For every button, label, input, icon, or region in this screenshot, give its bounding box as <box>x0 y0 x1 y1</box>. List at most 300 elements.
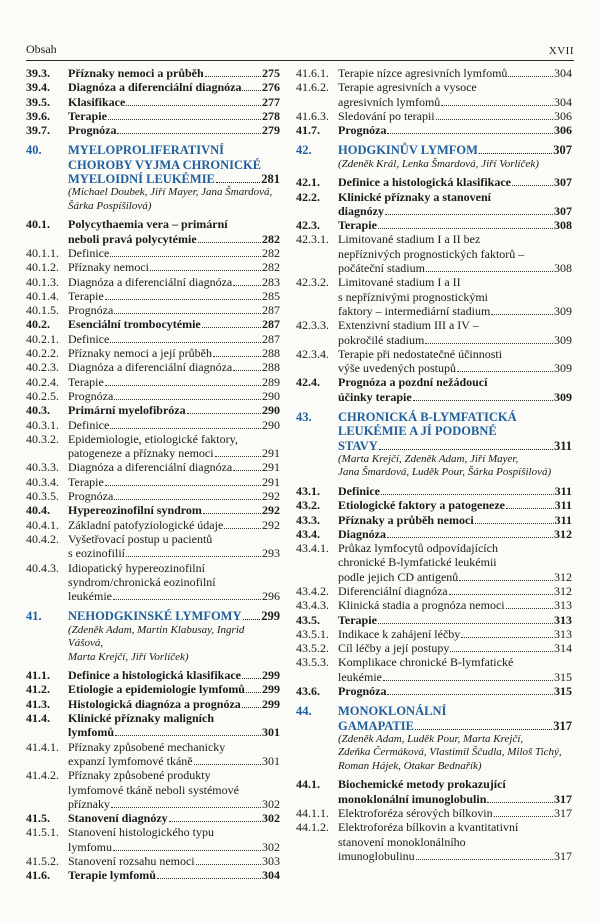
chapter-authors <box>68 624 280 665</box>
entry-title: CHOROBY VYJMA CHRONICKÉ <box>68 157 262 172</box>
authors-line: (Michael Doubek, Jiří Mayer, Jana Šmardová, <box>68 186 273 199</box>
entry-last-line <box>68 460 280 474</box>
dot-leader <box>479 153 552 154</box>
entry-body <box>338 541 572 584</box>
entry-page: 287 <box>262 317 280 332</box>
entry-page: 290 <box>262 388 280 403</box>
entry-number: 40.3.4. <box>26 474 59 489</box>
entry-body <box>68 95 280 109</box>
entry-page: 279 <box>262 123 280 138</box>
toc-entry <box>296 190 572 219</box>
dot-leader <box>198 242 261 243</box>
toc-entry <box>296 820 572 863</box>
entry-last-line <box>68 375 280 389</box>
entry-number: 40.2.2. <box>26 346 59 361</box>
entry-last-line <box>68 360 280 374</box>
toc-entry <box>296 541 572 584</box>
entry-last-line <box>338 641 572 655</box>
entry-body <box>68 711 280 740</box>
entry-title: nepříznivých prognostických faktorů – <box>338 246 525 261</box>
entry-last-line <box>68 109 280 123</box>
entry-number: 43.1. <box>296 483 320 498</box>
entry-title: patogeneze a příznaky nemoci <box>68 446 214 461</box>
entry-body <box>338 123 572 137</box>
entry-last-line <box>68 275 280 289</box>
entry-number: 40.1.4. <box>26 288 59 303</box>
entry-body <box>338 190 572 219</box>
entry-page: 302 <box>262 811 280 826</box>
entry-page: 308 <box>554 261 572 276</box>
entry-title: Příznaky způsobené produkty <box>68 768 211 783</box>
entry-page: 308 <box>554 218 572 233</box>
entry-title: Primární myelofibróza <box>68 403 186 418</box>
entry-title: Indikace k zahájení léčby <box>338 626 461 641</box>
entry-title: Klinické příznaky a stanovení <box>338 189 492 204</box>
toc-entry <box>296 527 572 541</box>
entry-title: Definice <box>338 483 380 498</box>
entry-title: MYELOPROLIFERATIVNÍ <box>68 143 225 158</box>
entry-page: 311 <box>554 483 572 498</box>
toc-entry <box>296 641 572 655</box>
entry-last-line <box>338 527 572 541</box>
toc-chapter <box>296 410 572 453</box>
entry-number: 40.1.1. <box>26 245 59 260</box>
entry-title: Prognóza <box>68 388 114 403</box>
entry-body <box>68 475 280 489</box>
entry-title: LEUKÉMIE A JÍ PODOBNÉ <box>338 424 497 439</box>
entry-last-line <box>338 792 572 806</box>
toc-entry <box>296 513 572 527</box>
entry-title: Terapie <box>68 108 107 123</box>
entry-last-line <box>338 627 572 641</box>
dot-leader <box>194 764 261 765</box>
authors-line: (Zdeněk Adam, Martin Klabusay, Ingrid Vášová, <box>68 623 245 650</box>
entry-body <box>68 389 280 403</box>
entry-last-line <box>338 570 572 584</box>
entry-last-line <box>68 754 280 768</box>
toc-entry <box>296 484 572 498</box>
entry-page: 311 <box>554 498 572 513</box>
entry-page: 302 <box>262 839 280 854</box>
entry-number: 39.3. <box>26 66 50 80</box>
entry-body <box>338 613 572 627</box>
entry-page: 288 <box>262 360 280 375</box>
entry-page: 307 <box>554 203 572 218</box>
entry-title: lymfomu <box>68 839 112 854</box>
entry-body <box>338 347 572 376</box>
entry-page: 309 <box>554 303 572 318</box>
entry-title: agresivních lymfomů <box>338 94 441 109</box>
toc-entry <box>296 175 572 189</box>
toc-entry <box>296 598 572 612</box>
entry-last-line <box>68 66 280 80</box>
toc-entry <box>296 109 572 123</box>
entry-number: 41.2. <box>26 682 50 697</box>
entry-title: Prognóza <box>338 684 387 699</box>
dot-leader <box>111 807 261 808</box>
entry-last-line <box>338 613 572 627</box>
entry-last-line <box>338 218 572 232</box>
entry-number: 41.6.1. <box>296 66 329 80</box>
entry-number: 43.5.2. <box>296 641 329 656</box>
entry-number: 41.4. <box>26 711 50 726</box>
entry-title: s nepříznivými prognostickými <box>338 289 488 304</box>
dot-leader <box>105 385 261 386</box>
dot-leader <box>242 678 261 679</box>
entry-body <box>338 175 572 189</box>
dot-leader <box>246 692 261 693</box>
toc-entry <box>26 697 280 711</box>
dot-leader <box>494 816 553 817</box>
entry-body <box>68 375 280 389</box>
entry-body <box>68 246 280 260</box>
toc-chapter <box>296 704 572 733</box>
toc-entry <box>26 217 280 246</box>
entry-title: Příznaky způsobené mechanicky <box>68 739 226 754</box>
entry-last-line <box>68 389 280 403</box>
dot-leader <box>450 651 553 652</box>
entry-title: NEHODGKINSKÉ LYMFOMY <box>68 609 242 624</box>
dot-leader <box>426 271 553 272</box>
toc-entry <box>26 432 280 461</box>
entry-title: Terapie agresivních a vysoce <box>338 80 477 95</box>
toc-entry <box>26 80 280 94</box>
authors-line: Marta Krejčí, Jiří Vorlíček) <box>68 650 189 663</box>
dot-leader <box>110 256 261 257</box>
entry-page: 282 <box>262 231 280 246</box>
entry-page: 313 <box>554 612 572 627</box>
toc-entry <box>26 289 280 303</box>
entry-page: 277 <box>262 94 280 109</box>
dot-leader <box>491 314 553 315</box>
dot-leader <box>242 707 261 708</box>
entry-title: Diagnóza a diferenciální diagnóza <box>68 80 242 95</box>
dot-leader <box>113 599 261 600</box>
entry-title: Prognóza <box>68 489 114 504</box>
dot-leader <box>113 850 261 851</box>
entry-body <box>68 518 280 532</box>
dot-leader <box>449 594 553 595</box>
dot-leader <box>110 342 261 343</box>
dot-leader <box>117 133 261 134</box>
toc-entry <box>26 123 280 137</box>
entry-number: 41.1. <box>26 668 50 683</box>
entry-number: 40.3.2. <box>26 431 59 446</box>
entry-number: 41.7. <box>296 123 320 138</box>
entry-body <box>338 218 572 232</box>
entry-number: 43.4.2. <box>296 584 329 598</box>
entry-page: 282 <box>262 260 280 275</box>
entry-title: MYELOIDNÍ LEUKÉMIE <box>68 172 215 187</box>
entry-body <box>68 609 280 623</box>
entry-number: 44.1. <box>296 777 320 792</box>
entry-body <box>68 123 280 137</box>
entry-title: Prognóza <box>68 123 117 138</box>
toc-entry <box>26 303 280 317</box>
entry-last-line <box>68 95 280 109</box>
entry-title: Sledování po terapii <box>338 108 435 123</box>
toc-entry <box>296 627 572 641</box>
entry-page: 288 <box>262 346 280 361</box>
page-header <box>26 40 574 61</box>
entry-page: 292 <box>262 503 280 518</box>
entry-number: 42.1. <box>296 175 320 190</box>
entry-number: 42.2. <box>296 189 320 204</box>
entry-body <box>338 275 572 318</box>
entry-number: 43.4.3. <box>296 598 329 613</box>
toc-entry <box>26 682 280 696</box>
entry-title: Esenciální trombocytémie <box>68 317 201 332</box>
entry-title: imunoglobulinu <box>338 848 415 863</box>
dot-leader <box>381 494 554 495</box>
entry-title: Komplikace chronické B-lymfatické <box>338 655 514 670</box>
entry-last-line <box>68 403 280 417</box>
dot-leader <box>150 270 261 271</box>
entry-body <box>68 275 280 289</box>
entry-page: 303 <box>262 854 280 869</box>
entry-page: 302 <box>262 796 280 811</box>
entry-title: Terapie <box>338 612 377 627</box>
dot-leader <box>233 370 261 371</box>
entry-body <box>338 318 572 347</box>
toc-entry <box>26 260 280 274</box>
toc-entry <box>296 123 572 137</box>
dot-leader <box>213 356 261 357</box>
entry-page: 299 <box>261 609 280 624</box>
entry-last-line <box>68 172 280 186</box>
entry-number: 40.1.2. <box>26 260 59 275</box>
entry-number: 40.3. <box>26 403 50 418</box>
entry-last-line <box>338 361 572 375</box>
entry-body <box>68 332 280 346</box>
entry-body <box>68 403 280 417</box>
entry-last-line <box>338 670 572 684</box>
entry-page: 281 <box>261 172 280 187</box>
dot-leader <box>461 637 553 638</box>
entry-last-line <box>68 289 280 303</box>
entry-title: Idiopatický hypereozinofilní <box>68 560 205 575</box>
entry-page: 293 <box>262 546 280 561</box>
entry-page: 287 <box>262 331 280 346</box>
entry-number: 40.3.1. <box>26 417 59 432</box>
entry-body <box>68 868 280 882</box>
entry-number: 40. <box>26 143 42 158</box>
chapter-authors <box>68 186 280 213</box>
entry-title: Terapie nízce agresivních lymfomů <box>338 66 508 80</box>
entry-page: 307 <box>553 143 572 158</box>
entry-page: 313 <box>554 598 572 613</box>
entry-last-line <box>68 123 280 137</box>
entry-last-line <box>338 304 572 318</box>
entry-body <box>338 584 572 598</box>
entry-body <box>68 697 280 711</box>
dot-leader <box>457 371 553 372</box>
entry-title: leukémie <box>338 669 382 684</box>
entry-title: výše uvedených postupů <box>338 361 456 376</box>
dot-leader <box>169 821 261 822</box>
entry-body <box>68 561 280 604</box>
entry-title: chronické B-lymfatické leukémii <box>338 555 497 570</box>
toc-column-left <box>26 66 280 883</box>
entry-last-line <box>338 684 572 698</box>
entry-last-line <box>338 175 572 189</box>
toc-entry <box>26 346 280 360</box>
entry-title: diagnózy <box>338 203 385 218</box>
entry-page: 290 <box>262 417 280 432</box>
entry-last-line <box>68 489 280 503</box>
toc-entry <box>26 668 280 682</box>
entry-title: podle jejich CD antigenů <box>338 569 459 584</box>
authors-line: (Zdeněk Adam, Luděk Pour, Marta Krejčí, <box>338 732 524 745</box>
toc-entry <box>26 317 280 331</box>
entry-title: expanzí lymfomové tkáně <box>68 753 193 768</box>
entry-page: 306 <box>554 108 572 123</box>
entry-title: Klasifikace <box>68 94 126 109</box>
entry-number: 40.4.3. <box>26 560 59 575</box>
entry-number: 41.4.2. <box>26 768 59 783</box>
entry-title: lymfomů <box>68 725 114 740</box>
entry-body <box>338 498 572 512</box>
entry-title: Terapie <box>68 374 104 389</box>
entry-title: Biochemické metody prokazující <box>338 777 506 792</box>
entry-number: 40.2.3. <box>26 360 59 375</box>
entry-page: 278 <box>262 108 280 123</box>
entry-number: 40.4. <box>26 503 50 518</box>
entry-number: 43.5.3. <box>296 655 329 670</box>
entry-number: 43.5. <box>296 612 320 627</box>
dot-leader <box>242 90 261 91</box>
toc-chapter <box>26 609 280 623</box>
dot-leader <box>436 119 553 120</box>
entry-title: pokročilé stadium <box>338 332 425 347</box>
entry-title: Vyšetřovací postup u pacientů <box>68 531 213 546</box>
toc-entry <box>26 275 280 289</box>
entry-number: 40.2.5. <box>26 388 59 403</box>
dot-leader <box>508 76 553 77</box>
entry-title: Polycythaemia vera – primární <box>68 217 228 232</box>
entry-title: Etiologie a epidemiologie lymfomů <box>68 682 245 697</box>
entry-last-line <box>338 584 572 598</box>
dot-leader <box>224 528 261 529</box>
entry-last-line <box>68 232 280 246</box>
entry-last-line <box>68 589 280 603</box>
entry-number: 41. <box>26 609 42 624</box>
dot-leader <box>425 343 553 344</box>
entry-last-line <box>68 518 280 532</box>
toc-entry <box>296 232 572 275</box>
toc-entry <box>296 806 572 820</box>
toc-entry <box>296 318 572 347</box>
entry-title: stanovení monoklonálního <box>338 834 466 849</box>
entry-number: 41.4.1. <box>26 739 59 754</box>
entry-number: 44.1.2. <box>296 820 329 835</box>
entry-last-line <box>68 682 280 696</box>
toc-entry <box>26 811 280 825</box>
toc-chapter <box>26 143 280 186</box>
entry-last-line <box>68 260 280 274</box>
dot-leader <box>187 413 261 414</box>
entry-body <box>68 346 280 360</box>
entry-page: 285 <box>262 288 280 303</box>
entry-title: GAMAPATIE <box>338 718 414 733</box>
entry-number: 39.4. <box>26 80 50 95</box>
entry-title: Terapie <box>68 288 104 303</box>
entry-last-line <box>338 66 572 80</box>
dot-leader <box>512 185 553 186</box>
toc-entry <box>26 95 280 109</box>
entry-page: 291 <box>262 460 280 475</box>
entry-page: 317 <box>554 791 572 806</box>
toc-entry <box>26 532 280 561</box>
entry-body <box>338 704 572 733</box>
entry-title: Diferenciální diagnóza <box>338 584 448 598</box>
entry-body <box>338 820 572 863</box>
dot-leader <box>233 470 261 471</box>
entry-body <box>68 503 280 517</box>
entry-number: 43.3. <box>296 512 320 527</box>
entry-number: 41.6.2. <box>296 80 329 95</box>
entry-page: 301 <box>262 753 280 768</box>
entry-last-line <box>338 719 572 733</box>
authors-line: (Marta Krejčí, Zdeněk Adam, Jiří Mayer, <box>338 452 519 465</box>
toc-entry <box>296 584 572 598</box>
entry-page: 315 <box>554 684 572 699</box>
dot-leader <box>378 228 553 229</box>
toc-entry <box>296 218 572 232</box>
dot-leader <box>387 133 553 134</box>
dot-leader <box>506 608 553 609</box>
entry-last-line <box>338 333 572 347</box>
toc-entry <box>26 740 280 769</box>
entry-title: Extenzivní stadium III a IV – <box>338 318 479 333</box>
entry-last-line <box>68 609 280 623</box>
entry-number: 39.7. <box>26 123 50 138</box>
entry-page: 276 <box>262 80 280 95</box>
entry-last-line <box>68 418 280 432</box>
entry-last-line <box>338 261 572 275</box>
entry-number: 41.5. <box>26 811 50 826</box>
entry-last-line <box>68 475 280 489</box>
entry-number: 44.1.1. <box>296 806 329 821</box>
entry-body <box>68 80 280 94</box>
entry-last-line <box>338 484 572 498</box>
entry-page: 289 <box>262 374 280 389</box>
dot-leader <box>387 537 553 538</box>
dot-leader <box>105 485 261 486</box>
entry-last-line <box>338 123 572 137</box>
entry-body <box>338 806 572 820</box>
dot-leader <box>243 619 261 620</box>
entry-last-line <box>68 332 280 346</box>
entry-title: Definice <box>68 417 110 432</box>
entry-number: 40.2.4. <box>26 374 59 389</box>
entry-page: 315 <box>554 669 572 684</box>
entry-title: Diagnóza <box>338 526 386 541</box>
entry-last-line <box>68 303 280 317</box>
dot-leader <box>157 878 261 879</box>
entry-body <box>338 375 572 404</box>
entry-page: 304 <box>262 868 280 883</box>
toc-entry <box>26 109 280 123</box>
entry-last-line <box>338 204 572 218</box>
entry-page: 312 <box>554 584 572 598</box>
toc-entry <box>296 498 572 512</box>
entry-number: 40.1. <box>26 217 50 232</box>
entry-title: Příznaky nemoci a její průběh <box>68 346 212 361</box>
toc-entry <box>296 66 572 80</box>
entry-page: 287 <box>262 303 280 318</box>
toc-entry <box>26 246 280 260</box>
